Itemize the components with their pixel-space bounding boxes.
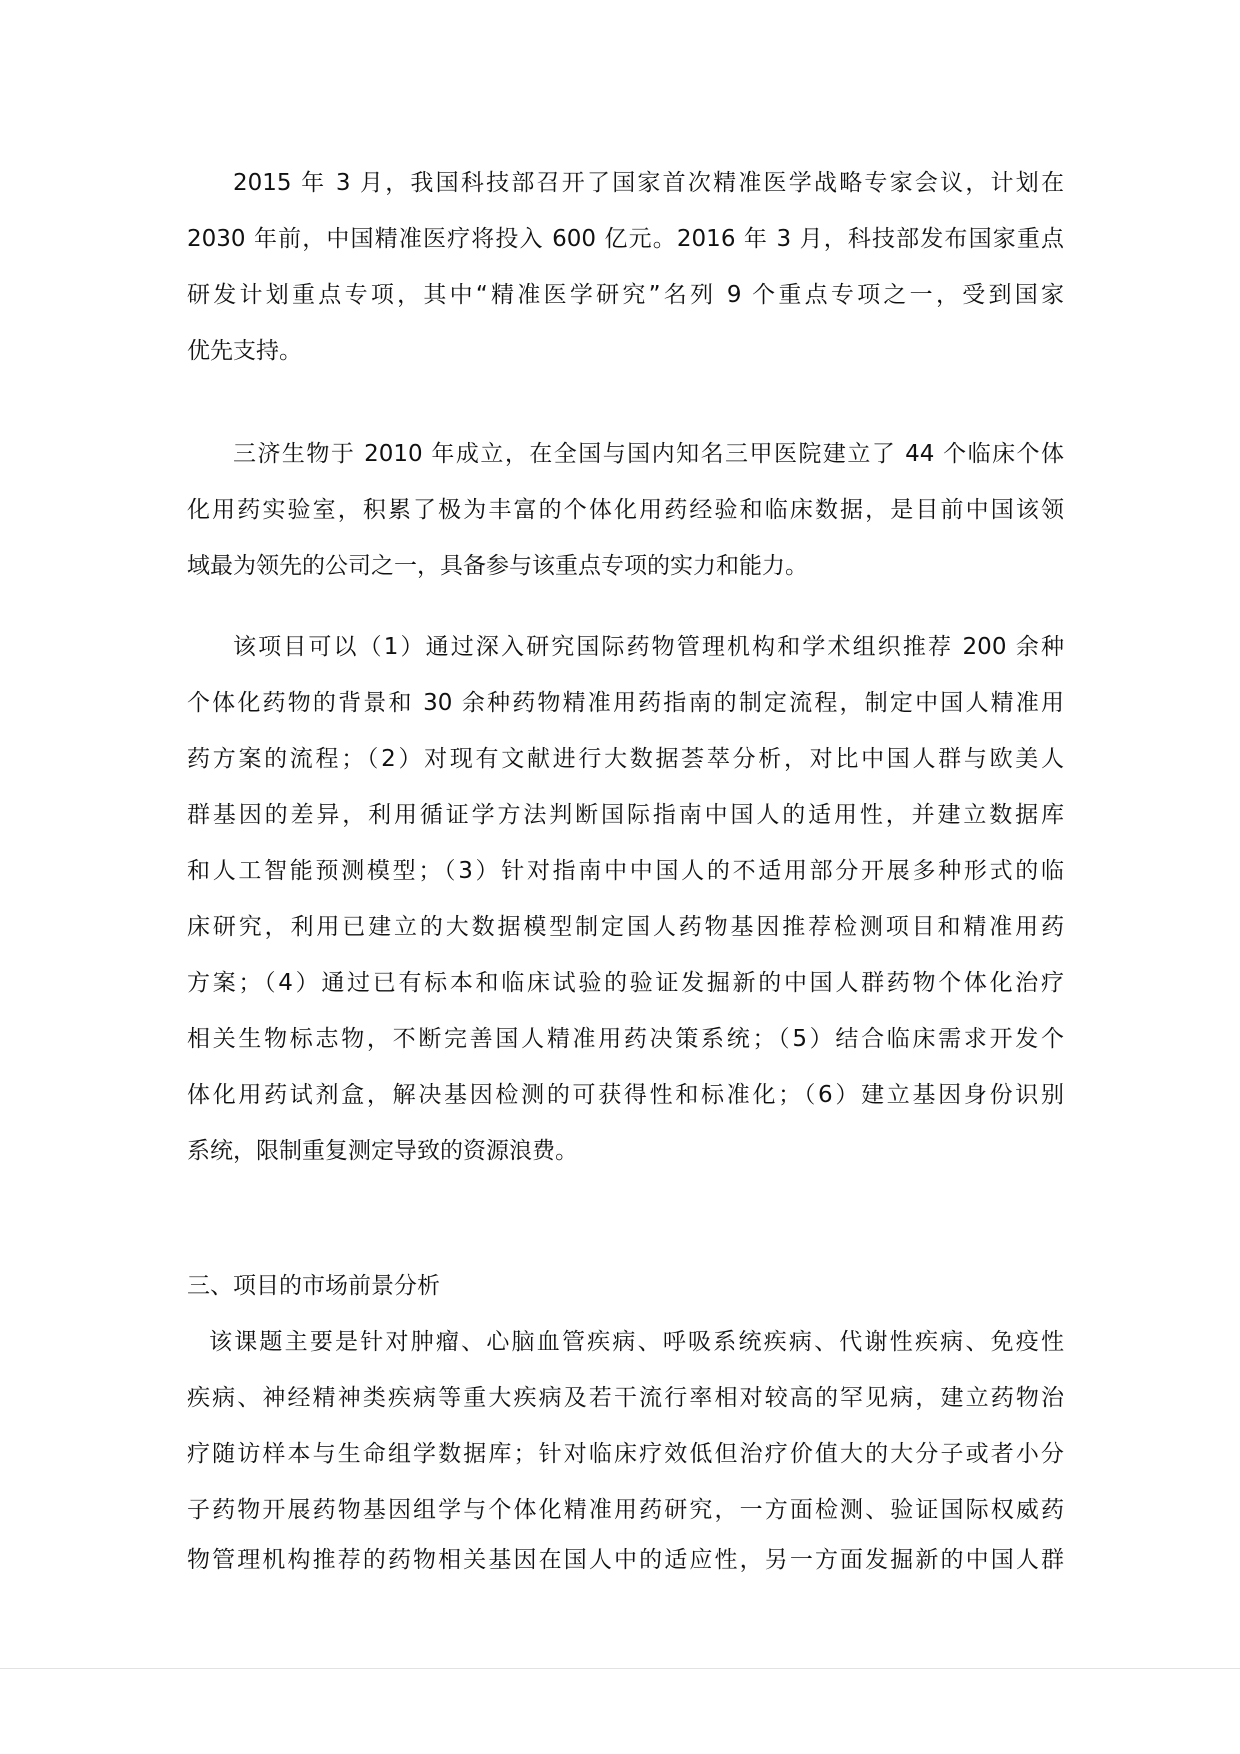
text-line: 体化用药试剂盒，解决基因检测的可获得性和标准化；（6）建立基因身份识别 <box>187 1082 1064 1108</box>
text-line: 该项目可以（1）通过深入研究国际药物管理机构和学术组织推荐 200 余种 <box>233 634 1064 660</box>
text-line: 2030 年前，中国精准医疗将投入 600 亿元。2016 年 3 月，科技部发布国家重点 <box>187 226 1064 252</box>
text-line: 疗随访样本与生命组学数据库；针对临床疗效低但治疗价值大的大分子或者小分 <box>187 1441 1064 1467</box>
section-heading: 三、项目的市场前景分析 <box>187 1273 440 1299</box>
text-line: 优先支持。 <box>187 338 302 364</box>
text-line: 化用药实验室，积累了极为丰富的个体化用药经验和临床数据，是目前中国该领 <box>187 497 1064 523</box>
text-line: 三济生物于 2010 年成立，在全国与国内知名三甲医院建立了 44 个临床个体 <box>233 441 1064 467</box>
text-line: 研发计划重点专项，其中“精准医学研究”名列 9 个重点专项之一，受到国家 <box>187 282 1064 308</box>
text-line: 该课题主要是针对肿瘤、心脑血管疾病、呼吸系统疾病、代谢性疾病、免疫性 <box>209 1329 1064 1355</box>
text-line: 系统，限制重复测定导致的资源浪费。 <box>187 1138 578 1164</box>
text-line: 子药物开展药物基因组学与个体化精准用药研究，一方面检测、验证国际权威药 <box>187 1497 1064 1523</box>
text-line: 疾病、神经精神类疾病等重大疾病及若干流行率相对较高的罕见病，建立药物治 <box>187 1385 1064 1411</box>
text-line: 物管理机构推荐的药物相关基因在国人中的适应性，另一方面发掘新的中国人群 <box>187 1547 1064 1573</box>
text-line: 群基因的差异，利用循证学方法判断国际指南中国人的适用性，并建立数据库 <box>187 802 1064 828</box>
text-line: 床研究，利用已建立的大数据模型制定国人药物基因推荐检测项目和精准用药 <box>187 914 1064 940</box>
text-line: 和人工智能预测模型；（3）针对指南中中国人的不适用部分开展多种形式的临 <box>187 858 1064 884</box>
text-line: 2015 年 3 月，我国科技部召开了国家首次精准医学战略专家会议，计划在 <box>233 170 1064 196</box>
page-break-divider <box>0 1668 1240 1669</box>
text-line: 方案；（4）通过已有标本和临床试验的验证发掘新的中国人群药物个体化治疗 <box>187 970 1064 996</box>
text-line: 相关生物标志物，不断完善国人精准用药决策系统；（5）结合临床需求开发个 <box>187 1026 1064 1052</box>
text-line: 药方案的流程；（2）对现有文献进行大数据荟萃分析，对比中国人群与欧美人 <box>187 746 1064 772</box>
text-line: 个体化药物的背景和 30 余种药物精准用药指南的制定流程，制定中国人精准用 <box>187 690 1064 716</box>
text-line: 域最为领先的公司之一，具备参与该重点专项的实力和能力。 <box>187 553 808 579</box>
